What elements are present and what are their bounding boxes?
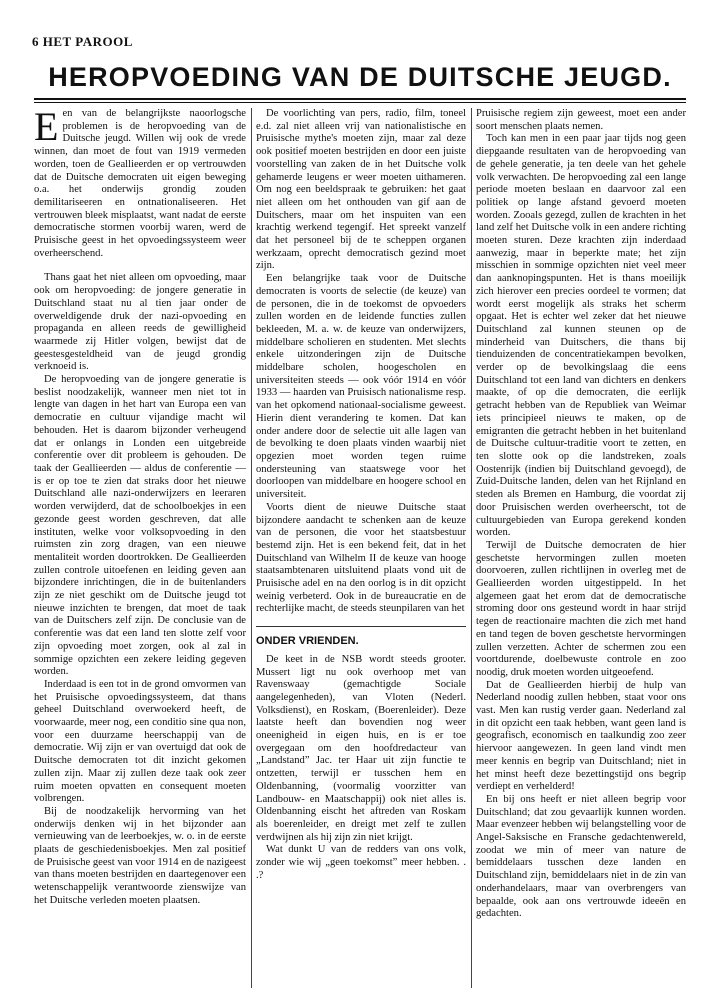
article-paragraph: De voorlichting van pers, radio, film, toneel e.d. zal niet alleen vrij van nationalistische en Pruisische mythe's moeten zijn, maar zal deze ook positief moeten bestrijden en door een juiste voorstelling van zaken de in het Duitsche volk gehamerde leugens er weer moeten uithameren. Om nog een beeldspraak te gebruiken: het gaat niet alleen om het onthouden van gif aan de Duitschers, maar om het inspuiten van een krachtig werkend tegengif. Het spreekt vanzelf dat het personeel bij de te scheppen organen werkzaam, oprecht democratisch gezind moet zijn. [256, 108, 466, 272]
article-paragraph: De keet in de NSB wordt steeds grooter. Mussert ligt nu ook overhoop met van Ravenswaay (gemachtigde Sociale aangelegenheden), van Vloten (Nederl. Volksdienst), en Roskam, (Boerenleider). Deze laatste heeft dan bovendien nog weer oneenigheid in eigen huis, en is er toe overgegaan om den hoofdredacteur van „Landstand” Jac. ter Haar uit zijn functie te ontzetten, terwijl er tusschen hem en Oldenbanning, (voormalig voorzitter van Landbouw- en Maatschappij) ook niet alles is. Oldenbanning eischt het aftreden van Roskam als boerenleider, en dreigt met zelf te zullen verdwijnen als hij zijn zin niet krijgt. [256, 653, 466, 843]
page-number: 6 [32, 34, 39, 49]
column-divider [471, 108, 472, 988]
article-paragraph: Wat dunkt U van de redders van ons volk, zonder wie wij „geen toekomst” meer hebben. . .? [256, 844, 466, 881]
article-paragraph: Dat de Geallieerden hierbij de hulp van Nederland noodig zullen hebben, staat voor ons vast. Men kan rustig verder gaan. Nederland zal in dit opzicht een taak hebben, want geen land is geografisch, economisch en taalkundig zoo zeer hiervoor aangewezen. In geen land vindt men meer kennis en begrip van Duitschland; niet in het minst heeft deze bezettingstijd ons begrip verdiept en verhelderd! [476, 679, 686, 793]
article-paragraph: En bij ons heeft er niet alleen begrip voor Duitschland; dat zou gevaarlijk kunnen worden. Maar evenzeer hebben wij belangstelling voor de Angel-Saksische en Fransche gedachtenwereld, zoodat we min of meer van nature de bemiddelaars tusschen deze landen en Duitschland zijn, bemiddelaars niet in de zin van onderhandelaars, maar van overbrengers van bepaalde, ook aan ons vertrouwde ideeën en gedachten. [476, 793, 686, 920]
article-column-2 [256, 108, 466, 882]
column-divider [251, 108, 252, 988]
article-paragraph: Voorts dient de nieuwe Duitsche staat bijzondere aandacht te schenken aan de keuze van de personen, die voor het staatsbestuur bestemd zijn. Het is een bekend feit, dat in het Duitschland van Wilhelm II de keuze van hooge staatsambtenaren uitsluitend plaats vond uit de Pruisische adel en na den oorlog is in dit opzicht weinig verbeterd. Ook in de bureaucratie en de rechterlijke macht, de steeds steunpilaren van het [256, 501, 466, 615]
section-heading: ONDER VRIENDEN. [256, 626, 466, 648]
article-column-3 [476, 108, 686, 921]
article-paragraph: Toch kan men in een paar jaar tijds nog geen diepgaande resultaten van de heropvoeding van de gehele generatie, ja ten deele van het gehele volk verwachten. De heropvoeding zal een lange periode moeten beslaan en daarvoor zal een politiek op lange afstand gevoerd moeten worden. Zooals gezegd, zullen de krachten in het land zelf het Duitsche volk in een andere richting moeten sturen. Deze krachten zijn inderdaad aanwezig, maar in beperkte mate; het zijn misschien in sommige opzichten niet veel meer dan aanknopingspunten. Het is thans moeilijk zich hierover een precies oordeel te vormen; dat wordt eerst mogelijk als straks het scherm opgaat. Het is echter wel zeker dat het nieuwe Duitschland zal kunnen steunen op de minderheid van Duitschers, die thans bij tienduizenden de concentratiekampen bevolken, verder op de bevolkingslaag die eens Duitschland tot een land van dichters en denkers maakte, of op die democraten, die eerlijk getracht hebben van de Republiek van Weimar iets principieel nieuws te maken, op de emigranten die getracht hebben in het buitenland de Duitsche cultuur-traditie voort te zetten, en ten slotte ook op die landstreken, zoals Oostenrijk (indien bij Duitschland gevoegd), de Zuid-Duitsche landen, delen van het Rijnland en steden als Bremen en Hamburg, die voordat zij door Pruisischen werden overheerscht, tot de cultuurgebieden van Europa gerekend konden worden. [476, 133, 686, 539]
article-paragraph: Terwijl de Duitsche democraten de hier geschetste hervormingen zullen moeten doorvoeren, zullen richtlijnen in overleg met de Geallieerden worden uitgestippeld. In het algemeen gaat het erom dat de democratische stroming door ons gesteund wordt in haar strijd tegen de reactionaire machten die zich met hand en tand tegen de boven geschetste hervormingen zullen verzetten. Achter de schermen zou een voortdurende, doelbewuste controle en zoo noodig, druk moeten worden uitgeoefend. [476, 539, 686, 678]
article-paragraph: De heropvoeding van de jongere generatie is beslist noodzakelijk, wanneer men niet tot in lengte van dagen in het hart van Europa een van democratie en cultuur vijandige macht wil behouden. Het is daarom bijzonder verheugend dat er onlangs in Londen een uitgebreide conferentie over dit probleem is gehouden. De taak der Geallieerden — aldus de conferentie — is er op toe te zien dat straks door het nieuwe Duitschland alle nazi-onderwijzers en leeraren worden verwijderd, dat de schoolboekjes in een gezonde geest worden geschreven, dat alle instituten, welke voor volksopvoeding in den ruimsten zin zorg dragen, van een nieuwe mentaliteit worden doortrokken. De Geallieerden zullen controle uitoefenen en leiding geven aan bijzondere inrichtingen, die in de buitenlanders zijn ze niet geschikt om de Duitsche jeugd tot nieuwe inzichten te brengen, dat moet de taak van de Duitschers zelf zijn. De conclusie van de conferentie was dat een land ten slotte zelf voor zijn opvoeding moet zorgen, ook al zal in sommige opzichten een zekere leiding gegeven worden. [34, 374, 246, 678]
article-paragraph: Thans gaat het niet alleen om opvoeding, maar ook om heropvoeding: de jongere generatie in Duitschland staat nu al tien jaar onder de overweldigende druk der nazi-opvoeding en propaganda en alleen reeds de gewilligheid waarmede zij Hitler volgen, bewijst dat de geestesgesteldheid van de jeugd grondig verknoeid is. [34, 272, 246, 373]
article-paragraph: Een belangrijke taak voor de Duitsche democraten is voorts de selectie (de keuze) van de personen, die in de toekomst de opvoeders zullen worden en de leidende functies zullen bekleeden, M. a. w. de keuze van onderwijzers, middelbare scholieren en studenten. Met slechts enkele uitzonderingen zijn de Duitsche middelbare scholen, hoogescholen en universiteiten steeds — ook vóór 1914 en vóór 1933 — haarden van Pruisisch nationalisme resp. van het opkomend nationaal-socialisme geweest. Hierin dient verandering te komen. Dat kan onder andere door de selectie uit alle lagen van de bevolking te doen plaats vinden waarbij niet opgezien moet worden tegen ruime ondersteuning van staatswege voor het doorloopen van middelbare en hoogere school en universiteit. [256, 273, 466, 501]
article-paragraph: Pruisische regiem zijn geweest, moet een ander soort menschen plaats nemen. [476, 108, 686, 132]
drop-cap: E [34, 104, 59, 149]
article-paragraph: Een van de belangrijkste naoorlogsche problemen is de heropvoeding van de Duitsche jeugd. Willen wij ook de vrede winnen, dan moet de fout van 1919 vermeden worden, toen de Geallieerden er op vertrouwden dat de Duitsche democraten uit eigen beweging o.a. het onderwijs grondig zouden demilitariseeren en ontnationaliseeren. Het vertrouwen bleek misplaatst, want nadat de eerste democratische stormen voorbij waren, werd de Pruisische geest in het opvoedingssysteem weer overheerschend. [34, 104, 246, 259]
article-title: HEROPVOEDING VAN DE DUITSCHE JEUGD. [48, 62, 672, 92]
article-paragraph: Bij de noodzakelijk hervorming van het onderwijs denken wij in het bijzonder aan vernieuwing van de leerboekjes, w. o. in de eerste plaats de geschiedenisboekjes. Men zal positief de Pruisische geest van voor 1914 en de nazigeest van thans moeten bestrijden en daartegenover een wetenschappelijk verantwoorde zienswijze van het Duitsche verleden moeten plaatsen. [34, 805, 246, 906]
page-header [32, 34, 133, 50]
title-rule [34, 98, 686, 100]
publication-name: HET PAROOL [42, 34, 133, 49]
title-rule-thin [34, 102, 686, 103]
article-paragraph: Inderdaad is een tot in de grond omvormen van het Pruisische opvoedingssysteem, dat thans geheel Duitschland overwoekerd heeft, de voorwaarde, meer nog, een conditio sine qua non, voor een duurzame heerschappij van de democratie. Wij zijn er van overtuigd dat ook de Duitsche democraten tot dit inzicht gekomen zullen zijn. Maar zij zullen deze taak ook zeer ruim moeten opvatten en consequent moeten volbrengen. [34, 678, 246, 805]
article-column-1 [34, 104, 246, 908]
